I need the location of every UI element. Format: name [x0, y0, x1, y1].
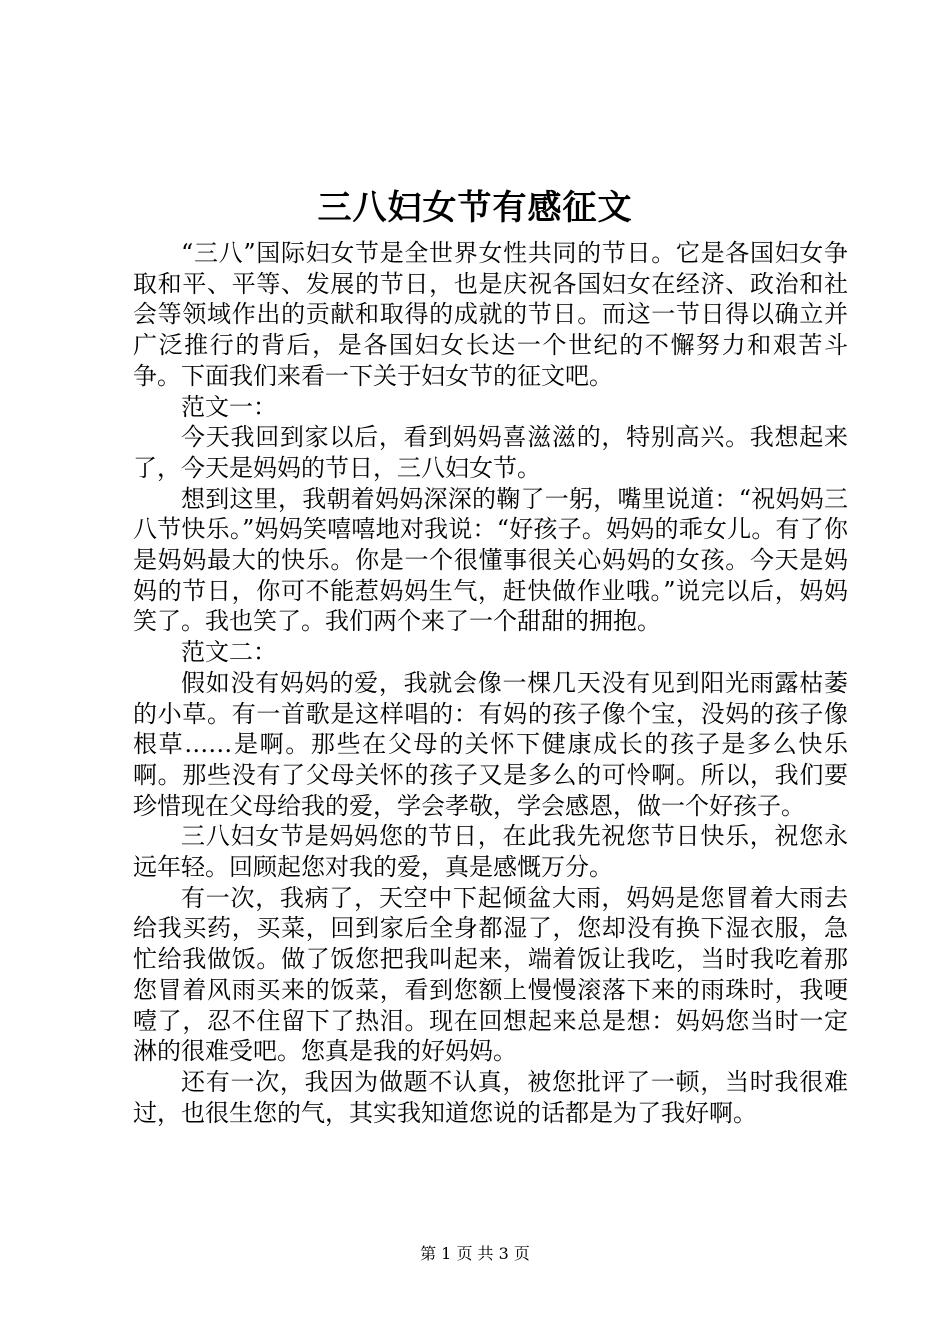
body-paragraph: 假如没有妈妈的爱，我就会像一棵几天没有见到阳光雨露枯萎的小草。有一首歌是这样唱的：有妈的孩子像个宝，没妈的孩子像根草……是啊。那些在父母的关怀下健康成长的孩子是多么快乐啊。那些没有了父母关怀的孩子又是多么的可怜啊。所以，我们要珍惜现在父母给我的爱，学会孝敬，学会感恩，做一个好孩子。 [133, 668, 848, 820]
sample-one-label: 范文一： [181, 392, 277, 421]
sample-two-label: 范文二： [181, 638, 277, 667]
document-body [133, 238, 848, 1128]
intro-paragraph: “三八”国际妇女节是全世界女性共同的节日。它是各国妇女争取和平、平等、发展的节日，也是庆祝各国妇女在经济、政治和社会等领域作出的贡献和取得的成就的节日。而这一节日得以确立并广泛推行的背后，是各国妇女长达一个世纪的不懈努力和艰苦斗争。下面我们来看一下关于妇女节的征文吧。 [133, 239, 848, 390]
document-title: 三八妇女节有感征文 [317, 188, 633, 228]
page-footer: 第 1 页 共 3 页 [420, 1244, 530, 1263]
body-paragraph: 有一次，我病了，天空中下起倾盆大雨，妈妈是您冒着大雨去给我买药，买菜，回到家后全身都湿了，您却没有换下湿衣服，急忙给我做饭。做了饭您把我叫起来，端着饭让我吃，当时我吃着那您冒着风雨买来的饭菜，看到您额上慢慢滚落下来的雨珠时，我哽噎了，忍不住留下了热泪。现在回想起来总是想：妈妈您当时一定淋的很难受吧。您真是我的好妈妈。 [133, 883, 848, 1066]
body-paragraph: 还有一次，我因为做题不认真，被您批评了一顿，当时我很难过，也很生您的气，其实我知道您说的话都是为了我好啊。 [133, 1067, 848, 1127]
body-paragraph: 三八妇女节是妈妈您的节日，在此我先祝您节日快乐，祝您永远年轻。回顾起您对我的爱，真是感慨万分。 [133, 822, 848, 882]
body-paragraph: 想到这里，我朝着妈妈深深的鞠了一躬，嘴里说道：“祝妈妈三八节快乐。”妈妈笑嘻嘻地对我说：“好孩子。妈妈的乖女儿。有了你是妈妈最大的快乐。你是一个很懂事很关心妈妈的女孩。今天是妈妈的节日，你可不能惹妈妈生气，赶快做作业哦。”说完以后，妈妈笑了。我也笑了。我们两个来了一个甜甜的拥抱。 [133, 484, 848, 636]
body-paragraph: 今天我回到家以后，看到妈妈喜滋滋的，特别高兴。我想起来了，今天是妈妈的节日，三八妇女节。 [133, 423, 848, 482]
